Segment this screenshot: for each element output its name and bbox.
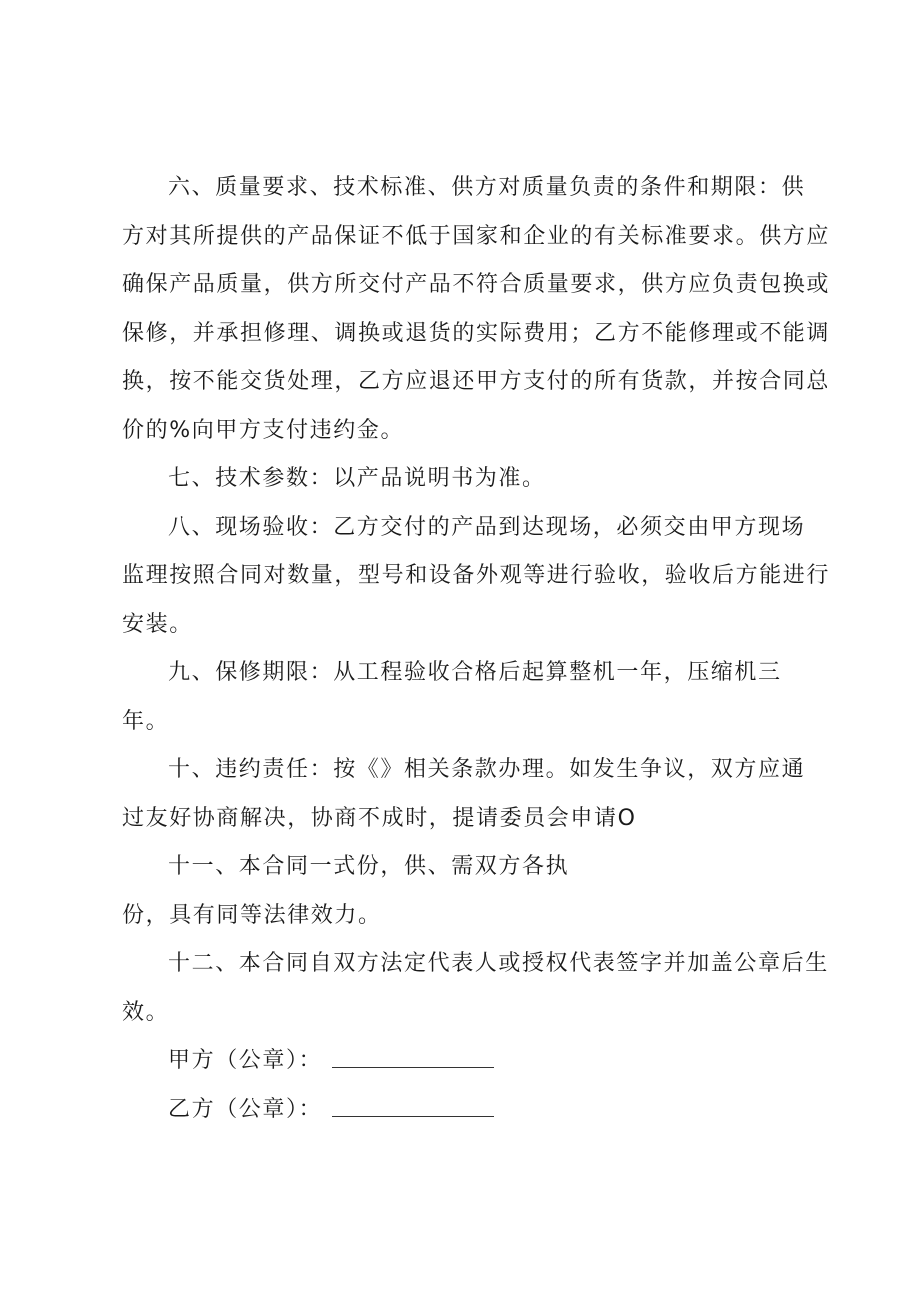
clause-line: 年。 <box>122 708 170 734</box>
clause-line: 八、现场验收：乙方交付的产品到达现场，必须交由甲方现场 <box>168 514 806 540</box>
clause-line: 十一、本合同一式份，供、需双方各执 <box>168 854 570 879</box>
clause-8-acceptance <box>122 504 831 650</box>
party-a-signature <box>122 1037 822 1086</box>
clause-line: 监理按照合同对数量，型号和设备外观等进行验收，验收后方能进行 <box>122 563 831 588</box>
clause-line: 十、违约责任：按《》相关条款办理。如发生争议，双方应通 <box>168 757 806 782</box>
party-b-signature <box>122 1086 822 1135</box>
clause-6-quality <box>122 164 831 455</box>
clause-line: 十二、本合同自双方法定代表人或授权代表签字并加盖公章后生 <box>168 951 829 976</box>
clause-9-warranty <box>122 649 822 746</box>
clause-line: 六、质量要求、技术标准、供方对质量负责的条件和期限：供 <box>168 175 806 200</box>
contract-body <box>122 164 831 1134</box>
clause-line: 方对其所提供的产品保证不低于国家和企业的有关标准要求。供方应 <box>122 223 831 249</box>
clause-line: 效。 <box>122 999 170 1025</box>
clause-line: 价的%向甲方支付违约金。 <box>122 417 405 443</box>
clause-line: 份，具有同等法律效力。 <box>122 902 382 928</box>
party-b-label: 乙方（公章）： <box>168 1096 323 1122</box>
clause-11-copies <box>122 843 822 940</box>
clause-7-parameters <box>122 455 822 504</box>
clause-line: 过友好协商解决，协商不成时，提请委员会申请O <box>122 805 637 831</box>
clause-line: 换，按不能交货处理，乙方应退还甲方支付的所有货款，并按合同总 <box>122 369 831 394</box>
party-b-signature-line <box>332 1115 494 1117</box>
party-a-signature-line <box>332 1066 494 1068</box>
clause-line: 九、保修期限：从工程验收合格后起算整机一年，压缩机三 <box>168 660 782 685</box>
party-a-label: 甲方（公章）： <box>168 1048 323 1073</box>
clause-line: 保修，并承担修理、调换或退货的实际费用；乙方不能修理或不能调 <box>122 320 831 346</box>
clause-line: 确保产品质量，供方所交付产品不符合质量要求，供方应负责包换或 <box>122 272 831 297</box>
clause-12-effective <box>122 940 829 1037</box>
clause-10-liability <box>122 746 822 843</box>
clause-line: 七、技术参数：以产品说明书为准。 <box>168 466 546 491</box>
clause-line: 安装。 <box>122 611 193 637</box>
